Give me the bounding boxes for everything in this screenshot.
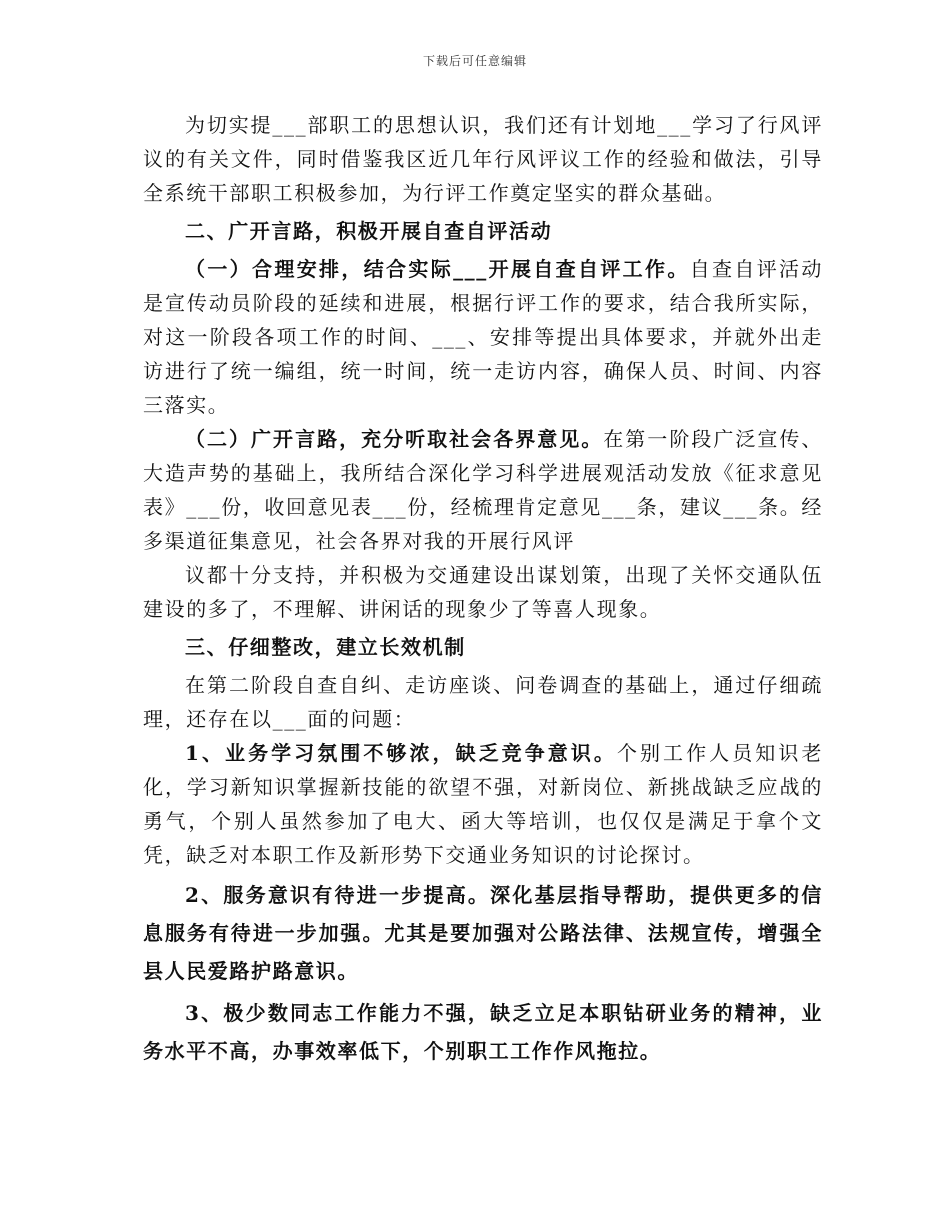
- paragraph-3: [143, 422, 823, 558]
- paragraph-8: 3、极少数同志工作能力不强，缺乏立足本职钻研业务的精神，业务水平不高，办事效率低下，个别职工工作作风拖拉。: [143, 1001, 823, 1063]
- paragraph-2-body: 自查自评活动是宣传动员阶段的延续和进展，根据行评工作的要求，结合我所实际，对这一阶段各项工作的时间、___、安排等提出具体要求，并就外出走访进行了统一编组，统一时间，统一走访内容，确保人员、时间、内容三落实。: [143, 257, 823, 417]
- paragraph-1: 为切实提___部职工的思想认识，我们还有计划地___学习了行风评议的有关文件，同时借鉴我区近几年行风评议工作的经验和做法，引导全系统干部职工积极参加，为行评工作奠定坚实的群众基础。: [143, 113, 823, 205]
- section-heading-3: 三、仔细整改，建立长效机制: [185, 635, 466, 659]
- paragraph-4: 议都十分支持，并积极为交通建设出谋划策，出现了关怀交通队伍建设的多了，不理解、讲闲话的现象少了等喜人现象。: [143, 563, 823, 621]
- paragraph-3-lead: （二）广开言路，充分听取社会各界意见。: [185, 427, 604, 451]
- paragraph-2: [143, 252, 823, 422]
- paragraph-2-lead: （一）合理安排，结合实际___开展自查自评工作。: [185, 257, 690, 281]
- page-header: 下载后可任意编辑: [422, 54, 527, 68]
- paragraph-6: [143, 736, 823, 872]
- paragraph-6-body: 个别工作人员知识老化，学习新知识掌握新技能的欲望不强，对新岗位、新挑战缺乏应战的勇气，个别人虽然参加了电大、函大等培训，也仅仅是满足于拿个文凭，缺乏对本职工作及新形势下交通业务知识的讨论探讨。: [143, 741, 823, 867]
- document-body: [143, 108, 823, 1070]
- paragraph-6-lead: 1、业务学习氛围不够浓，缺乏竞争意识。: [185, 741, 617, 765]
- paragraph-3-body: 在第一阶段广泛宣传、大造声势的基础上，我所结合深化学习科学进展观活动发放《征求意见表》___份，收回意见表___份，经梳理肯定意见___条，建议___条。经多渠道征集意见，社会各界对我的开展行风评: [143, 427, 824, 553]
- section-heading-2: 二、广开言路，积极开展自查自评活动: [185, 219, 553, 243]
- paragraph-7: 2、服务意识有待进一步提高。深化基层指导帮助，提供更多的信息服务有待进一步加强。尤其是要加强对公路法律、法规宣传，增强全县人民爱路护路意识。: [143, 883, 823, 983]
- paragraph-5: 在第二阶段自查自纠、走访座谈、问卷调查的基础上，通过仔细疏理，还存在以___面的问题：: [143, 673, 823, 731]
